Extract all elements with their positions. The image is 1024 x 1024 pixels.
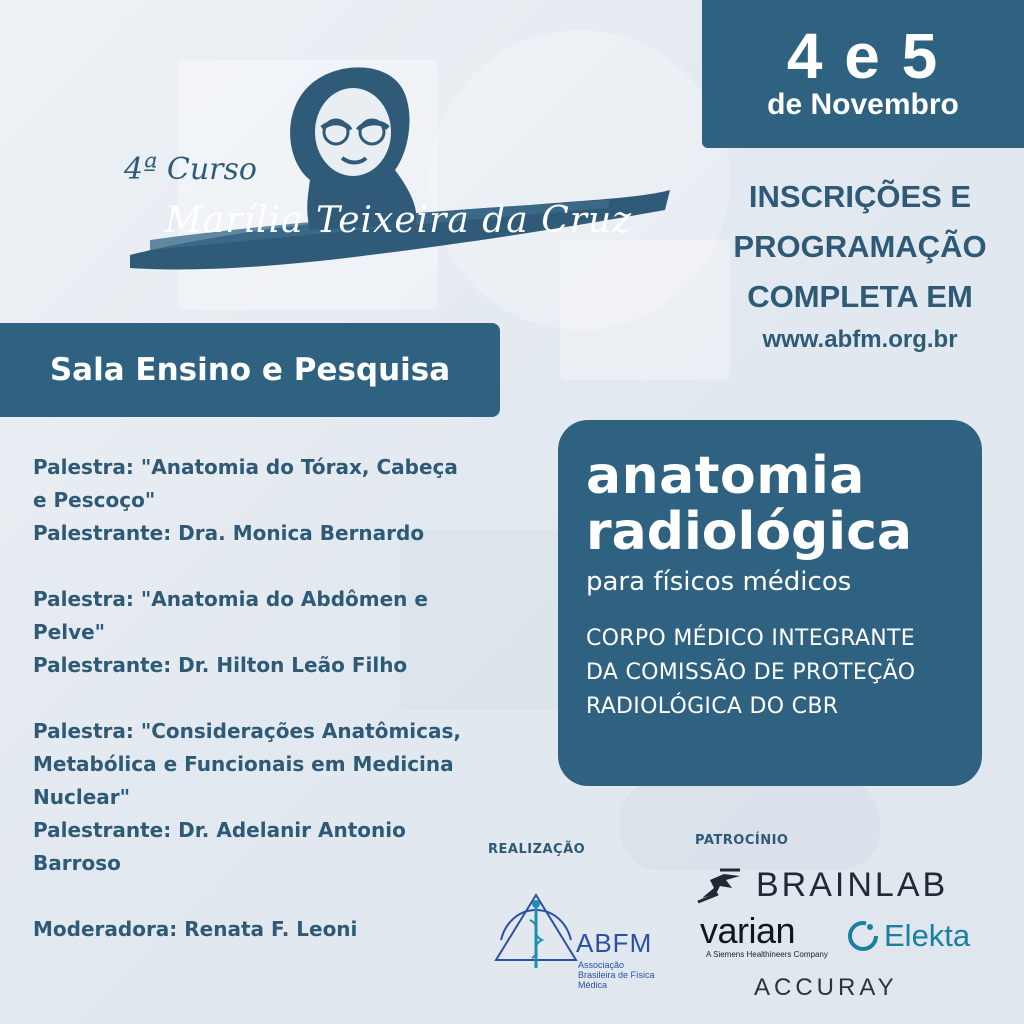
room-banner: Sala Ensino e Pesquisa: [0, 323, 500, 417]
program-line: e Pescoço": [33, 488, 156, 512]
registration-line: INSCRIÇÕES E: [748, 179, 972, 214]
program-line: Palestrante: Dra. Monica Bernardo: [33, 521, 425, 545]
topic-body-line: CORPO MÉDICO INTEGRANTE: [586, 626, 915, 651]
program-line: Metabólica e Funcionais em Medicina: [33, 752, 454, 776]
topic-body-line: DA COMISSÃO DE PROTEÇÃO: [586, 660, 916, 685]
topic-title-line1: anatomia: [586, 446, 865, 506]
program-item: [33, 913, 513, 946]
program-line: Barroso: [33, 851, 121, 875]
program-line: Palestra: "Anatomia do Abdômen e: [33, 587, 428, 611]
registration-line: COMPLETA EM: [747, 279, 973, 314]
brainlab-name: BRAINLAB: [756, 866, 949, 904]
topic-body-line: RADIOLÓGICA DO CBR: [586, 694, 839, 719]
date-banner: [702, 0, 1024, 148]
brainlab-runner-icon: [696, 868, 746, 904]
event-days: 4 e 5: [786, 20, 940, 92]
program-list: [33, 451, 513, 979]
abfm-emblem-icon: [486, 880, 586, 980]
program-line: Moderadora: Renata F. Leoni: [33, 917, 358, 941]
background-photo-hand: [620, 780, 880, 870]
program-line: Palestrante: Dr. Hilton Leão Filho: [33, 653, 408, 677]
varian-logo: [700, 912, 828, 959]
event-month: de Novembro: [767, 88, 959, 121]
topic-title-line2: radiológica: [586, 502, 913, 562]
topic-card: [558, 420, 982, 786]
program-item: [33, 451, 513, 550]
varian-name: varian: [700, 910, 796, 951]
elekta-ring-icon: [846, 919, 880, 953]
patrocinio-label: PATROCÍNIO: [695, 833, 789, 848]
program-line: Palestrante: Dr. Adelanir Antonio: [33, 818, 406, 842]
registration-line: PROGRAMAÇÃO: [733, 229, 987, 264]
program-line: Pelve": [33, 620, 106, 644]
course-number: 4ª Curso: [124, 152, 257, 187]
realizacao-label: REALIZAÇÃO: [488, 842, 586, 857]
elekta-logo: [846, 918, 970, 954]
brainlab-logo: [696, 866, 948, 905]
program-item: [33, 583, 513, 682]
course-logo: [110, 40, 670, 280]
program-line: Palestra: "Considerações Anatômicas,: [33, 719, 461, 743]
varian-tagline: A Siemens Healthineers Company: [706, 950, 828, 959]
elekta-name: Elekta: [884, 918, 971, 953]
abfm-name: ABFM: [576, 928, 653, 958]
program-line: Palestra: "Anatomia do Tórax, Cabeça: [33, 455, 458, 479]
topic-subtitle: para físicos médicos: [586, 567, 852, 597]
website-link[interactable]: www.abfm.org.br: [762, 326, 958, 353]
registration-info: [710, 172, 1010, 322]
abfm-subtitle: Associação Brasileira de Física Médica: [578, 960, 655, 990]
program-line: Nuclear": [33, 785, 131, 809]
topic-body: [586, 622, 982, 724]
course-honoree-name: Marília Teixeira da Cruz: [165, 200, 633, 241]
abfm-logo: [486, 880, 655, 990]
program-item: [33, 715, 513, 880]
accuray-logo: ACCURAY: [754, 974, 898, 1001]
